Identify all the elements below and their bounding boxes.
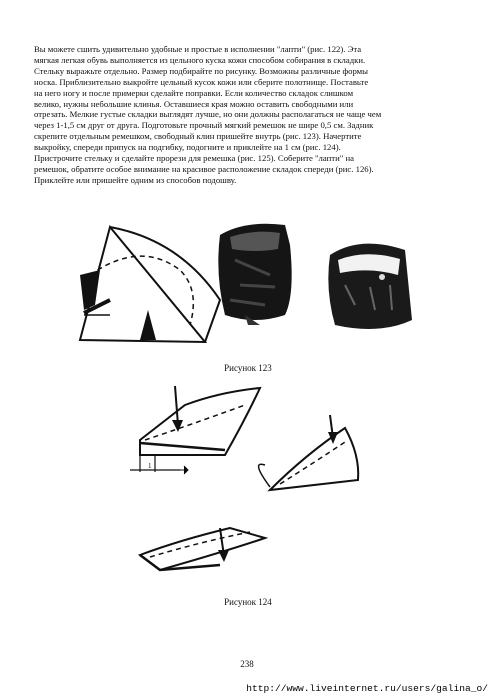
fold-dimension-mark: 1	[148, 462, 152, 470]
paragraph-line: ремешок, обратите особое внимание на красивое расположение складок спереди (рис. 126).	[34, 163, 374, 174]
paragraph-line: Пристрочите стельку и сделайте прорези для ремешка (рис. 125). Соберите "лапти" на	[34, 153, 354, 164]
paragraph-line: Вы можете сшить удивительно удобные и простые в исполнении "лапти" (рис. 122). Эта	[34, 44, 362, 54]
paragraph-line: носка. Приблизительно выкройте цельный кусок кожи или сберите полотнище. Поставьте	[34, 76, 369, 87]
folded-strip-piece	[140, 528, 265, 570]
body-paragraph	[34, 44, 464, 186]
figure-124-caption: Рисунок 124	[224, 597, 272, 607]
paragraph-line: выкройку, спереди припуск на подгибку, подогните и приклейте на 1 см (рис. 124).	[34, 142, 341, 153]
paragraph-line: Стельку выражьте отдельно. Размер подбирайте по рисунку. Возможны различные формы	[34, 65, 368, 76]
shoe-finished-view	[328, 244, 412, 329]
folded-pattern-piece	[130, 388, 260, 472]
figure-124-illustration	[120, 380, 380, 585]
paragraph-line: Приклейте или пришейте одним из способов подошву.	[34, 174, 237, 185]
shoe-back-view	[218, 224, 291, 325]
paragraph-line: через 1-1,5 см друг от друга. Подготовьте прочный мягкий ремешок не шире 0,5 см. Задник	[34, 120, 374, 131]
paragraph-line: на него ногу и после примерки сделайте поправки. Если количество складок слишком	[34, 87, 354, 98]
watermark-url[interactable]: http://www.liveinternet.ru/users/galina_o/	[246, 683, 488, 694]
page-number: 238	[240, 659, 254, 669]
paragraph-line: скрепите отдельным ремешком, свободный клин пришейте внутрь (рис. 123). Начертите	[34, 131, 362, 142]
triangle-pattern-piece	[259, 428, 359, 490]
figure-123-caption: Рисунок 123	[224, 363, 272, 373]
figure-123-illustration	[70, 215, 420, 365]
paragraph-line: велико, нужны небольшие клинья. Оставшиеся края можно оставить свободными или	[34, 98, 354, 109]
paragraph-line: отрезать. Мелкие густые складки выглядят лучше, но они должны располагаться не чаще чем	[34, 109, 382, 120]
paragraph-line: мягкая легкая обувь выполняется из цельного куска кожи способом собирания в складки.	[34, 54, 366, 65]
